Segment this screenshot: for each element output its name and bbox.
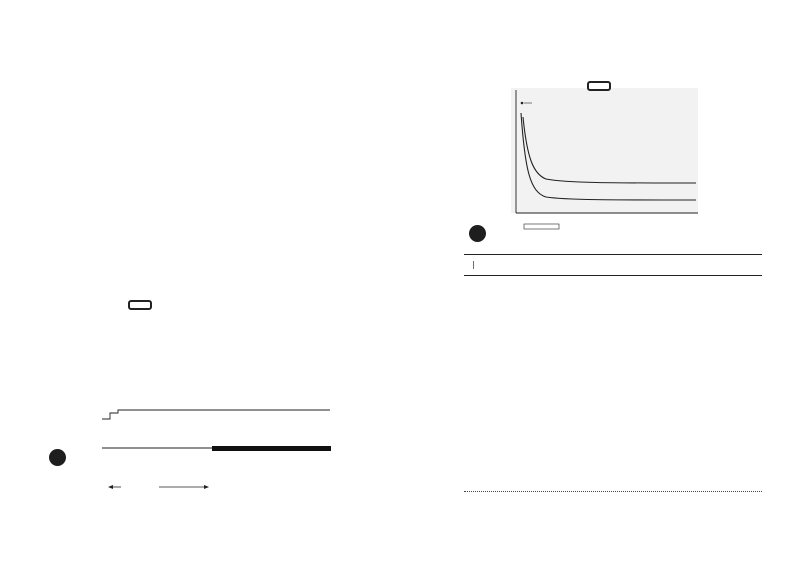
figure-caption: | [472, 260, 475, 269]
chart-background [511, 88, 698, 213]
utd-strip [524, 224, 559, 229]
caption-rule-top [464, 254, 762, 255]
footnote-divider [464, 491, 762, 492]
caption-rule-bottom [464, 275, 762, 276]
figure-b-badge [469, 225, 486, 242]
single-pulse-point [521, 102, 524, 105]
figure-b-title [587, 81, 611, 91]
